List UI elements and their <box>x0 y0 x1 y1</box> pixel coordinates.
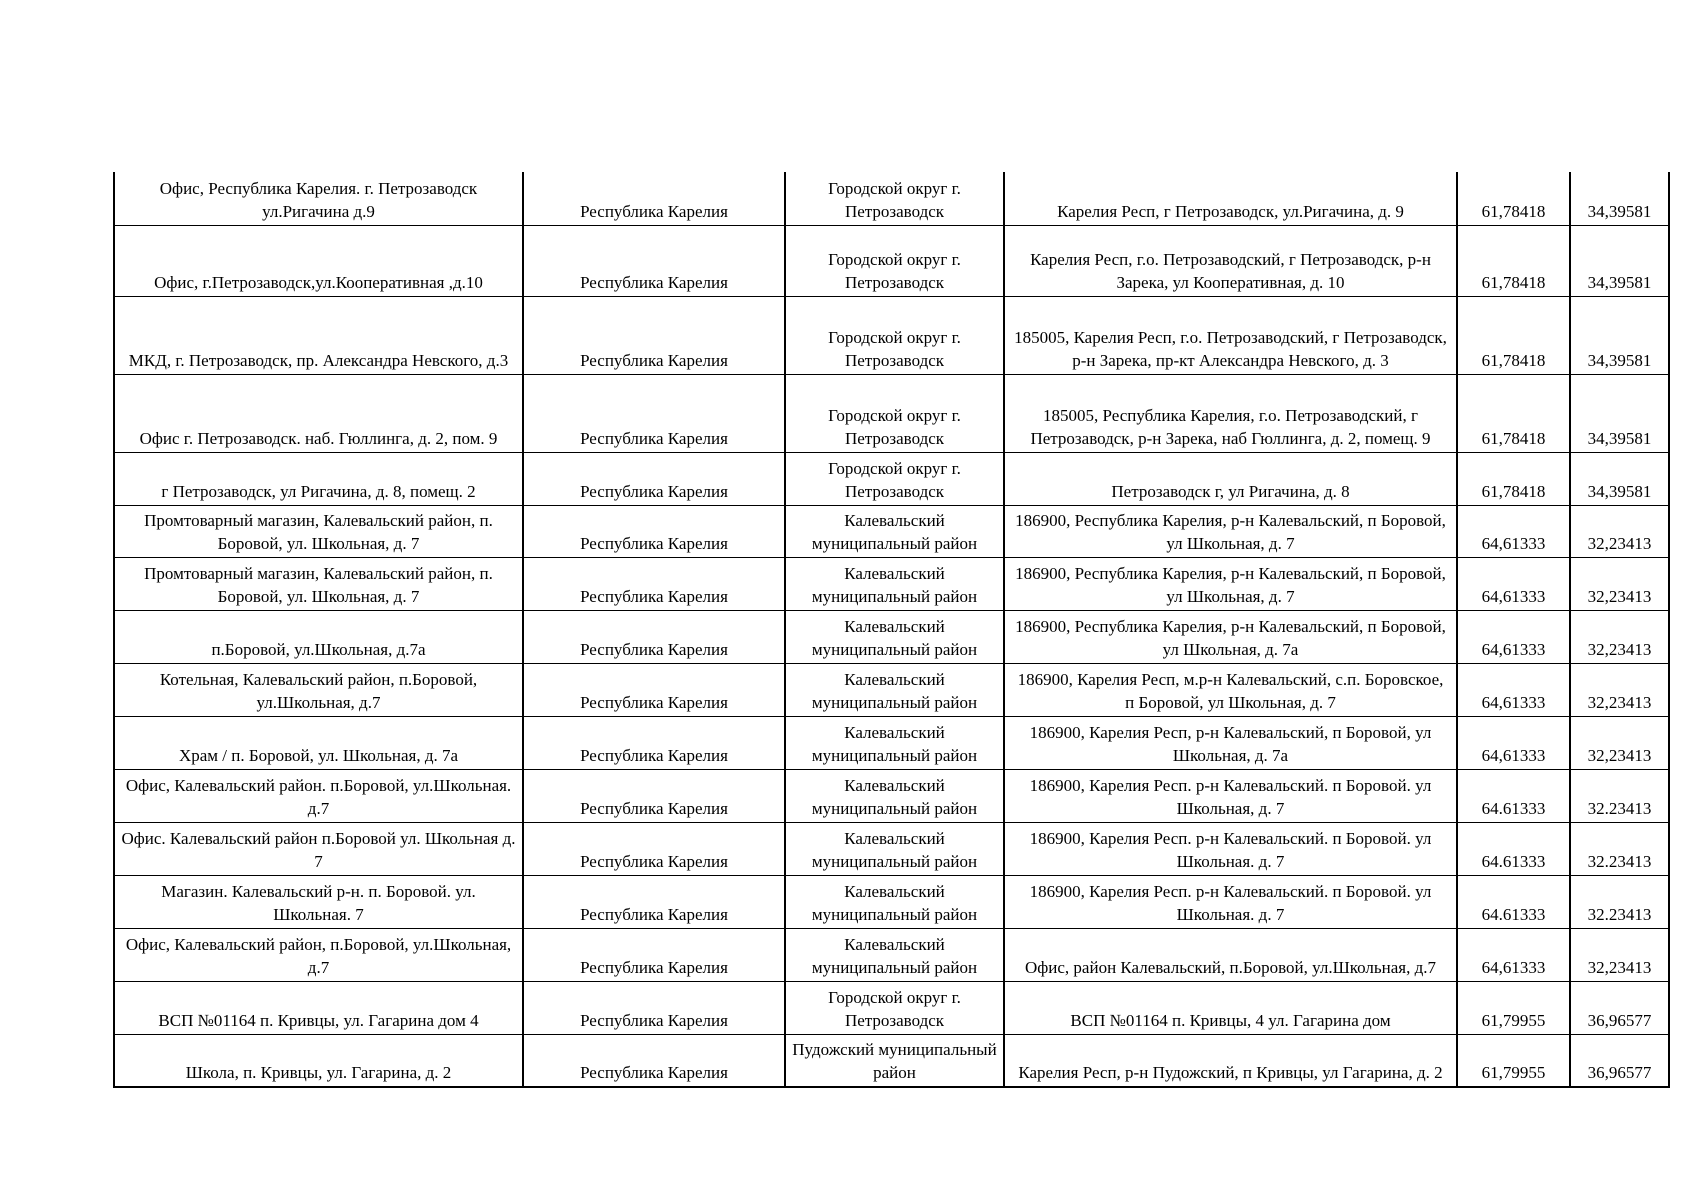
latitude-cell: 61,78418 <box>1457 172 1570 225</box>
latitude-cell: 61,78418 <box>1457 296 1570 374</box>
longitude-cell: 32.23413 <box>1570 769 1669 822</box>
latitude-cell: 64,61333 <box>1457 716 1570 769</box>
district-cell: Калевальский муниципальный район <box>785 663 1004 716</box>
region-cell: Республика Карелия <box>523 822 785 875</box>
longitude-cell: 34,39581 <box>1570 374 1669 452</box>
table-row <box>114 225 1669 296</box>
longitude-cell: 34,39581 <box>1570 225 1669 296</box>
table-row <box>114 663 1669 716</box>
table-row <box>114 716 1669 769</box>
region-cell: Республика Карелия <box>523 505 785 557</box>
table-row <box>114 875 1669 928</box>
region-cell: Республика Карелия <box>523 452 785 505</box>
table-row <box>114 981 1669 1034</box>
address-cell: 186900, Карелия Респ. р-н Калевальский. п Боровой. ул Школьная. д. 7 <box>1004 822 1457 875</box>
district-cell: Городской округ г. Петрозаводск <box>785 225 1004 296</box>
region-cell: Республика Карелия <box>523 557 785 610</box>
table-row <box>114 172 1669 225</box>
address-cell: 186900, Карелия Респ, м.р-н Калевальский, с.п. Боровское, п Боровой, ул Школьная, д. 7 <box>1004 663 1457 716</box>
longitude-cell: 32.23413 <box>1570 875 1669 928</box>
address-cell: Карелия Респ, р-н Пудожский, п Кривцы, ул Гагарина, д. 2 <box>1004 1034 1457 1087</box>
latitude-cell: 64,61333 <box>1457 557 1570 610</box>
longitude-cell: 32,23413 <box>1570 716 1669 769</box>
address-cell: 185005, Карелия Респ, г.о. Петрозаводский, г Петрозаводск, р-н Зарека, пр-кт Александра Невского, д. 3 <box>1004 296 1457 374</box>
address-cell: Карелия Респ, г Петрозаводск, ул.Ригачина, д. 9 <box>1004 172 1457 225</box>
region-cell: Республика Карелия <box>523 928 785 981</box>
district-cell: Калевальский муниципальный район <box>785 610 1004 663</box>
district-cell: Калевальский муниципальный район <box>785 505 1004 557</box>
district-cell: Калевальский муниципальный район <box>785 557 1004 610</box>
district-cell: Городской округ г. Петрозаводск <box>785 452 1004 505</box>
address-cell: 186900, Республика Карелия, р-н Калевальский, п Боровой, ул Школьная, д. 7 <box>1004 505 1457 557</box>
latitude-cell: 64,61333 <box>1457 663 1570 716</box>
table-body <box>114 172 1669 1087</box>
longitude-cell: 32.23413 <box>1570 822 1669 875</box>
object-cell: Офис г. Петрозаводск. наб. Гюллинга, д. 2, пом. 9 <box>114 374 523 452</box>
object-cell: Офис. Калевальский район п.Боровой ул. Школьная д. 7 <box>114 822 523 875</box>
longitude-cell: 34,39581 <box>1570 296 1669 374</box>
latitude-cell: 61,79955 <box>1457 1034 1570 1087</box>
latitude-cell: 64,61333 <box>1457 928 1570 981</box>
district-cell: Пудожский муниципальный район <box>785 1034 1004 1087</box>
latitude-cell: 61,79955 <box>1457 981 1570 1034</box>
latitude-cell: 64.61333 <box>1457 769 1570 822</box>
longitude-cell: 32,23413 <box>1570 610 1669 663</box>
longitude-cell: 34,39581 <box>1570 172 1669 225</box>
object-cell: Котельная, Калевальский район, п.Боровой, ул.Школьная, д.7 <box>114 663 523 716</box>
data-table <box>113 172 1670 1088</box>
object-cell: Храм / п. Боровой, ул. Школьная, д. 7а <box>114 716 523 769</box>
table-row <box>114 610 1669 663</box>
district-cell: Калевальский муниципальный район <box>785 769 1004 822</box>
object-cell: г Петрозаводск, ул Ригачина, д. 8, помещ. 2 <box>114 452 523 505</box>
object-cell: Офис, Калевальский район. п.Боровой, ул.Школьная. д.7 <box>114 769 523 822</box>
table-row <box>114 557 1669 610</box>
latitude-cell: 61,78418 <box>1457 374 1570 452</box>
district-cell: Городской округ г. Петрозаводск <box>785 374 1004 452</box>
table-row <box>114 1034 1669 1087</box>
table-row <box>114 928 1669 981</box>
district-cell: Калевальский муниципальный район <box>785 716 1004 769</box>
address-cell: 186900, Карелия Респ. р-н Калевальский. п Боровой. ул Школьная, д. 7 <box>1004 769 1457 822</box>
region-cell: Республика Карелия <box>523 663 785 716</box>
table-row <box>114 505 1669 557</box>
latitude-cell: 61,78418 <box>1457 452 1570 505</box>
district-cell: Городской округ г. Петрозаводск <box>785 172 1004 225</box>
latitude-cell: 64.61333 <box>1457 822 1570 875</box>
address-cell: Офис, район Калевальский, п.Боровой, ул.Школьная, д.7 <box>1004 928 1457 981</box>
table-row <box>114 452 1669 505</box>
longitude-cell: 36,96577 <box>1570 1034 1669 1087</box>
address-cell: Петрозаводск г, ул Ригачина, д. 8 <box>1004 452 1457 505</box>
longitude-cell: 32,23413 <box>1570 557 1669 610</box>
address-cell: 186900, Республика Карелия, р-н Калевальский, п Боровой, ул Школьная, д. 7а <box>1004 610 1457 663</box>
latitude-cell: 61,78418 <box>1457 225 1570 296</box>
region-cell: Республика Карелия <box>523 981 785 1034</box>
table-row <box>114 374 1669 452</box>
longitude-cell: 36,96577 <box>1570 981 1669 1034</box>
district-cell: Калевальский муниципальный район <box>785 875 1004 928</box>
object-cell: Промтоварный магазин, Калевальский район, п. Боровой, ул. Школьная, д. 7 <box>114 557 523 610</box>
latitude-cell: 64.61333 <box>1457 875 1570 928</box>
object-cell: Школа, п. Кривцы, ул. Гагарина, д. 2 <box>114 1034 523 1087</box>
object-cell: ВСП №01164 п. Кривцы, ул. Гагарина дом 4 <box>114 981 523 1034</box>
address-cell: 186900, Карелия Респ, р-н Калевальский, п Боровой, ул Школьная, д. 7а <box>1004 716 1457 769</box>
region-cell: Республика Карелия <box>523 225 785 296</box>
region-cell: Республика Карелия <box>523 1034 785 1087</box>
longitude-cell: 32,23413 <box>1570 505 1669 557</box>
region-cell: Республика Карелия <box>523 374 785 452</box>
object-cell: Офис, г.Петрозаводск,ул.Кооперативная ,д.10 <box>114 225 523 296</box>
longitude-cell: 34,39581 <box>1570 452 1669 505</box>
district-cell: Городской округ г. Петрозаводск <box>785 981 1004 1034</box>
object-cell: п.Боровой, ул.Школьная, д.7а <box>114 610 523 663</box>
district-cell: Калевальский муниципальный район <box>785 928 1004 981</box>
longitude-cell: 32,23413 <box>1570 663 1669 716</box>
object-cell: МКД, г. Петрозаводск, пр. Александра Невского, д.3 <box>114 296 523 374</box>
address-cell: ВСП №01164 п. Кривцы, 4 ул. Гагарина дом <box>1004 981 1457 1034</box>
object-cell: Офис, Калевальский район, п.Боровой, ул.Школьная, д.7 <box>114 928 523 981</box>
district-cell: Городской округ г. Петрозаводск <box>785 296 1004 374</box>
region-cell: Республика Карелия <box>523 172 785 225</box>
address-cell: 186900, Республика Карелия, р-н Калевальский, п Боровой, ул Школьная, д. 7 <box>1004 557 1457 610</box>
latitude-cell: 64,61333 <box>1457 610 1570 663</box>
address-cell: Карелия Респ, г.о. Петрозаводский, г Петрозаводск, р-н Зарека, ул Кооперативная, д. 10 <box>1004 225 1457 296</box>
table-row <box>114 822 1669 875</box>
region-cell: Республика Карелия <box>523 610 785 663</box>
region-cell: Республика Карелия <box>523 296 785 374</box>
region-cell: Республика Карелия <box>523 875 785 928</box>
address-cell: 185005, Республика Карелия, г.о. Петрозаводский, г Петрозаводск, р-н Зарека, наб Гюллинга, д. 2, помещ. 9 <box>1004 374 1457 452</box>
longitude-cell: 32,23413 <box>1570 928 1669 981</box>
region-cell: Республика Карелия <box>523 769 785 822</box>
object-cell: Магазин. Калевальский р-н. п. Боровой. ул. Школьная. 7 <box>114 875 523 928</box>
district-cell: Калевальский муниципальный район <box>785 822 1004 875</box>
object-cell: Офис, Республика Карелия. г. Петрозаводск ул.Ригачина д.9 <box>114 172 523 225</box>
region-cell: Республика Карелия <box>523 716 785 769</box>
address-cell: 186900, Карелия Респ. р-н Калевальский. п Боровой. ул Школьная. д. 7 <box>1004 875 1457 928</box>
latitude-cell: 64,61333 <box>1457 505 1570 557</box>
object-cell: Промтоварный магазин, Калевальский район, п. Боровой, ул. Школьная, д. 7 <box>114 505 523 557</box>
table-row <box>114 296 1669 374</box>
table-row <box>114 769 1669 822</box>
